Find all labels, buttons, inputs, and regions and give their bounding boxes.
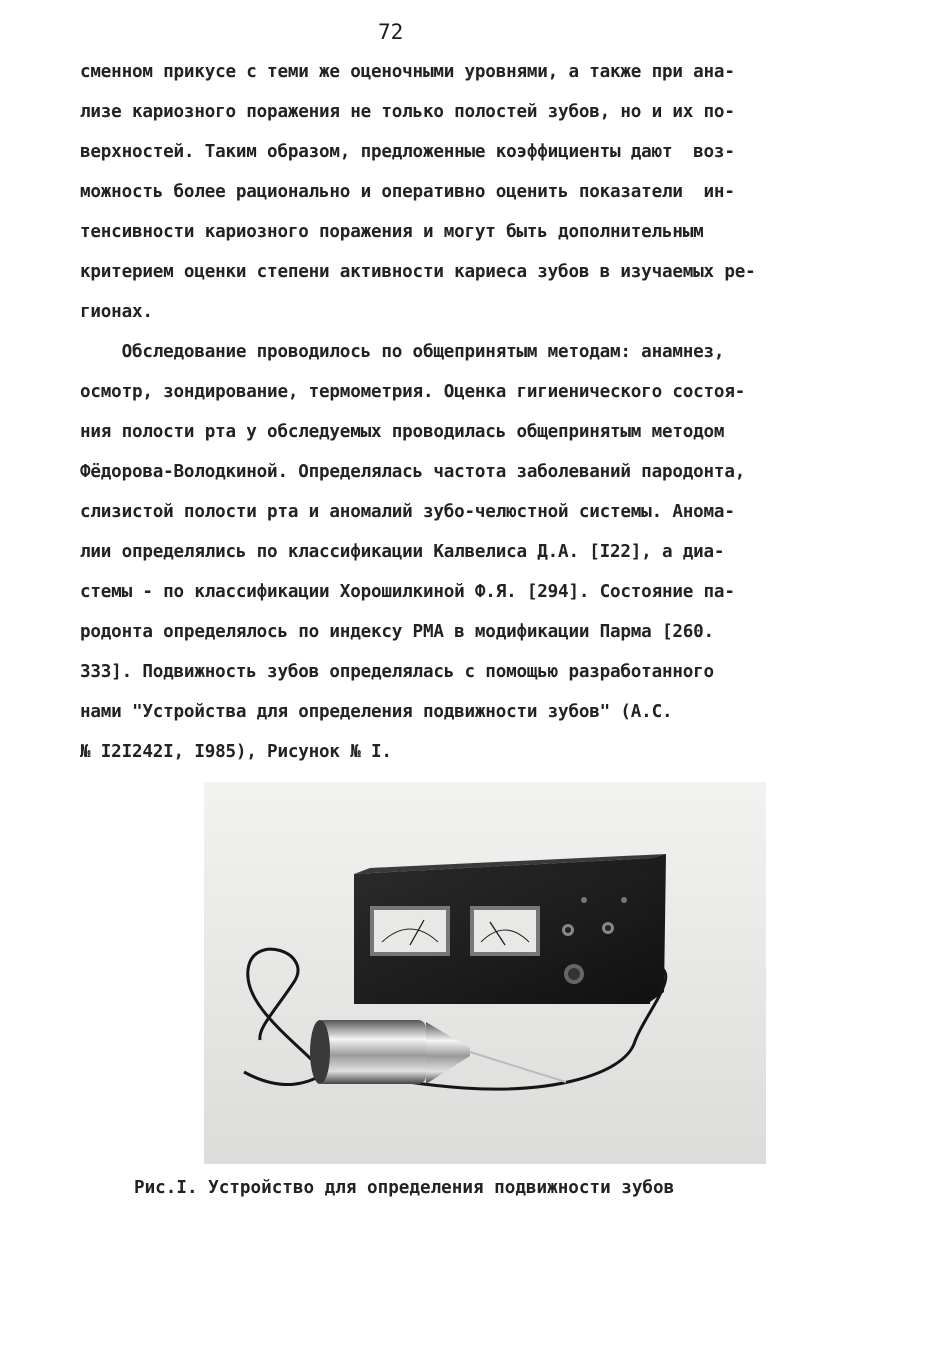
text-line: Обследование проводилось по общепринятым методам: анамнез, bbox=[80, 342, 725, 362]
text-line: № I2I242I, I985), Рисунок № I. bbox=[80, 742, 392, 762]
text-line: гионах. bbox=[80, 302, 153, 322]
text-line: осмотр, зондирование, термометрия. Оценка гигиенического состоя- bbox=[80, 382, 746, 402]
text-line: критерием оценки степени активности кариеса зубов в изучаемых ре- bbox=[80, 262, 756, 282]
text-line: сменном прикусе с теми же оценочными уровнями, а также при ана- bbox=[80, 62, 735, 82]
figure-caption: Рис.I. Устройство для определения подвижности зубов bbox=[134, 1178, 675, 1198]
text-line: слизистой полости рта и аномалий зубо-челюстной системы. Анома- bbox=[80, 502, 735, 522]
right-meter bbox=[470, 906, 540, 956]
text-line: стемы - по классификации Хорошилкиной Ф.Я. [294]. Состояние па- bbox=[80, 582, 735, 602]
page-number: 72 bbox=[378, 20, 404, 44]
text-line: ния полости рта у обследуемых проводилась общепринятым методом bbox=[80, 422, 725, 442]
left-meter bbox=[370, 906, 450, 956]
text-line: тенсивности кариозного поражения и могут быть дополнительным bbox=[80, 222, 704, 242]
text-line: Фёдорова-Володкиной. Определялась частота заболеваний пародонта, bbox=[80, 462, 746, 482]
instrument-box bbox=[354, 854, 666, 1004]
text-line: верхностей. Таким образом, предложенные коэффициенты дают воз- bbox=[80, 142, 735, 162]
text-line: можность более рационально и оперативно оценить показатели ин- bbox=[80, 182, 735, 202]
text-line: лизе кариозного поражения не только полостей зубов, но и их по- bbox=[80, 102, 735, 122]
text-line: лии определялись по классификации Калвелиса Д.А. [I22], а диа- bbox=[80, 542, 725, 562]
text-line: родонта определялось по индексу РМА в модификации Парма [260. bbox=[80, 622, 714, 642]
device-photo bbox=[204, 782, 766, 1164]
text-line: нами "Устройства для определения подвижности зубов" (А.С. bbox=[80, 702, 673, 722]
text-line: 333]. Подвижность зубов определялась с помощью разработанного bbox=[80, 662, 714, 682]
